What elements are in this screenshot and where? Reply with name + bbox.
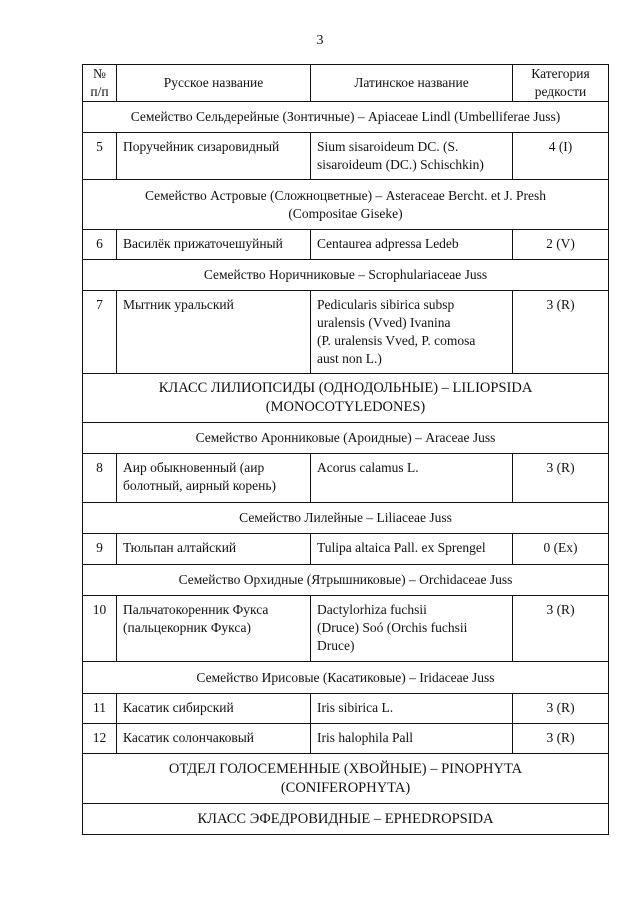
family-row (83, 180, 609, 230)
header-russian-name: Русское название (117, 65, 311, 102)
latin-name: Pedicularis sibirica subsp uralensis (Vved) Ivanina (P. uralensis Vved, P. comosa aust non L.) (311, 291, 513, 374)
russian-name: Василёк прижаточешуйный (117, 230, 311, 260)
header-number: № п/п (83, 65, 117, 102)
table-row (83, 596, 609, 662)
header-latin-name: Латинское название (311, 65, 513, 102)
rarity-category: 3 (R) (513, 454, 609, 503)
table-row (83, 534, 609, 565)
table-row (83, 694, 609, 724)
table-row (83, 454, 609, 503)
row-number: 6 (83, 230, 117, 260)
family-row (83, 423, 609, 454)
rarity-category: 3 (R) (513, 291, 609, 374)
latin-name: Iris sibirica L. (311, 694, 513, 724)
latin-name: Centaurea adpressa Ledeb (311, 230, 513, 260)
russian-name: Пальчатокоренник Фукса (пальцекорник Фукса) (117, 596, 311, 662)
family-row (83, 102, 609, 133)
header-rarity-category: Категория редкости (513, 65, 609, 102)
family-scrophulariaceae: Семейство Норичниковые – Scrophulariaceae Juss (83, 260, 609, 291)
row-number: 8 (83, 454, 117, 503)
table-row (83, 230, 609, 260)
table-row (83, 133, 609, 180)
russian-name: Касатик сибирский (117, 694, 311, 724)
class-row (83, 374, 609, 423)
class-row (83, 804, 609, 835)
family-iridaceae: Семейство Ирисовые (Касатиковые) – Iridaceae Juss (83, 662, 609, 694)
family-apiaceae: Семейство Сельдерейные (Зонтичные) – Apiaceae Lindl (Umbelliferae Juss) (83, 102, 609, 133)
table-row (83, 291, 609, 374)
row-number: 12 (83, 724, 117, 754)
family-orchidaceae: Семейство Орхидные (Ятрышниковые) – Orchidaceae Juss (83, 565, 609, 596)
rarity-category: 3 (R) (513, 724, 609, 754)
family-row (83, 565, 609, 596)
row-number: 11 (83, 694, 117, 724)
division-pinophyta: ОТДЕЛ ГОЛОСЕМЕННЫЕ (ХВОЙНЫЕ) – PINOPHYTA (CONIFEROPHYTA) (83, 754, 609, 804)
russian-name: Тюльпан алтайский (117, 534, 311, 565)
family-row (83, 662, 609, 694)
latin-name: Sium sisaroideum DC. (S. sisaroideum (DC.) Schischkin) (311, 133, 513, 180)
family-asteraceae: Семейство Астровые (Сложноцветные) – Asteraceae Bercht. et J. Presh (Compositae Giseke) (83, 180, 609, 230)
division-row (83, 754, 609, 804)
family-row (83, 260, 609, 291)
row-number: 9 (83, 534, 117, 565)
class-liliopsida: КЛАСС ЛИЛИОПСИДЫ (ОДНОДОЛЬНЫЕ) – LILIOPSIDA (MONOCOTYLEDONES) (83, 374, 609, 423)
table-header-row (83, 65, 609, 102)
russian-name: Поручейник сизаровидный (117, 133, 311, 180)
latin-name: Iris halophila Pall (311, 724, 513, 754)
rarity-category: 3 (R) (513, 596, 609, 662)
latin-name: Tulipa altaica Pall. ex Sprengel (311, 534, 513, 565)
family-araceae: Семейство Аронниковые (Ароидные) – Araceae Juss (83, 423, 609, 454)
russian-name: Касатик солончаковый (117, 724, 311, 754)
rarity-category: 4 (I) (513, 133, 609, 180)
latin-name: Dactylorhiza fuchsii (Druce) Soó (Orchis fuchsii Druce) (311, 596, 513, 662)
class-ephedropsida: КЛАСС ЭФЕДРОВИДНЫЕ – EPHEDROPSIDA (83, 804, 609, 835)
rare-species-table (82, 64, 609, 835)
row-number: 7 (83, 291, 117, 374)
family-row (83, 503, 609, 534)
family-liliaceae: Семейство Лилейные – Liliaceae Juss (83, 503, 609, 534)
latin-name: Acorus calamus L. (311, 454, 513, 503)
rarity-category: 0 (Ex) (513, 534, 609, 565)
table-row (83, 724, 609, 754)
rarity-category: 3 (R) (513, 694, 609, 724)
row-number: 10 (83, 596, 117, 662)
page-number: 3 (316, 33, 324, 48)
russian-name: Аир обыкновенный (аир болотный, аирный корень) (117, 454, 311, 503)
row-number: 5 (83, 133, 117, 180)
rarity-category: 2 (V) (513, 230, 609, 260)
russian-name: Мытник уральский (117, 291, 311, 374)
